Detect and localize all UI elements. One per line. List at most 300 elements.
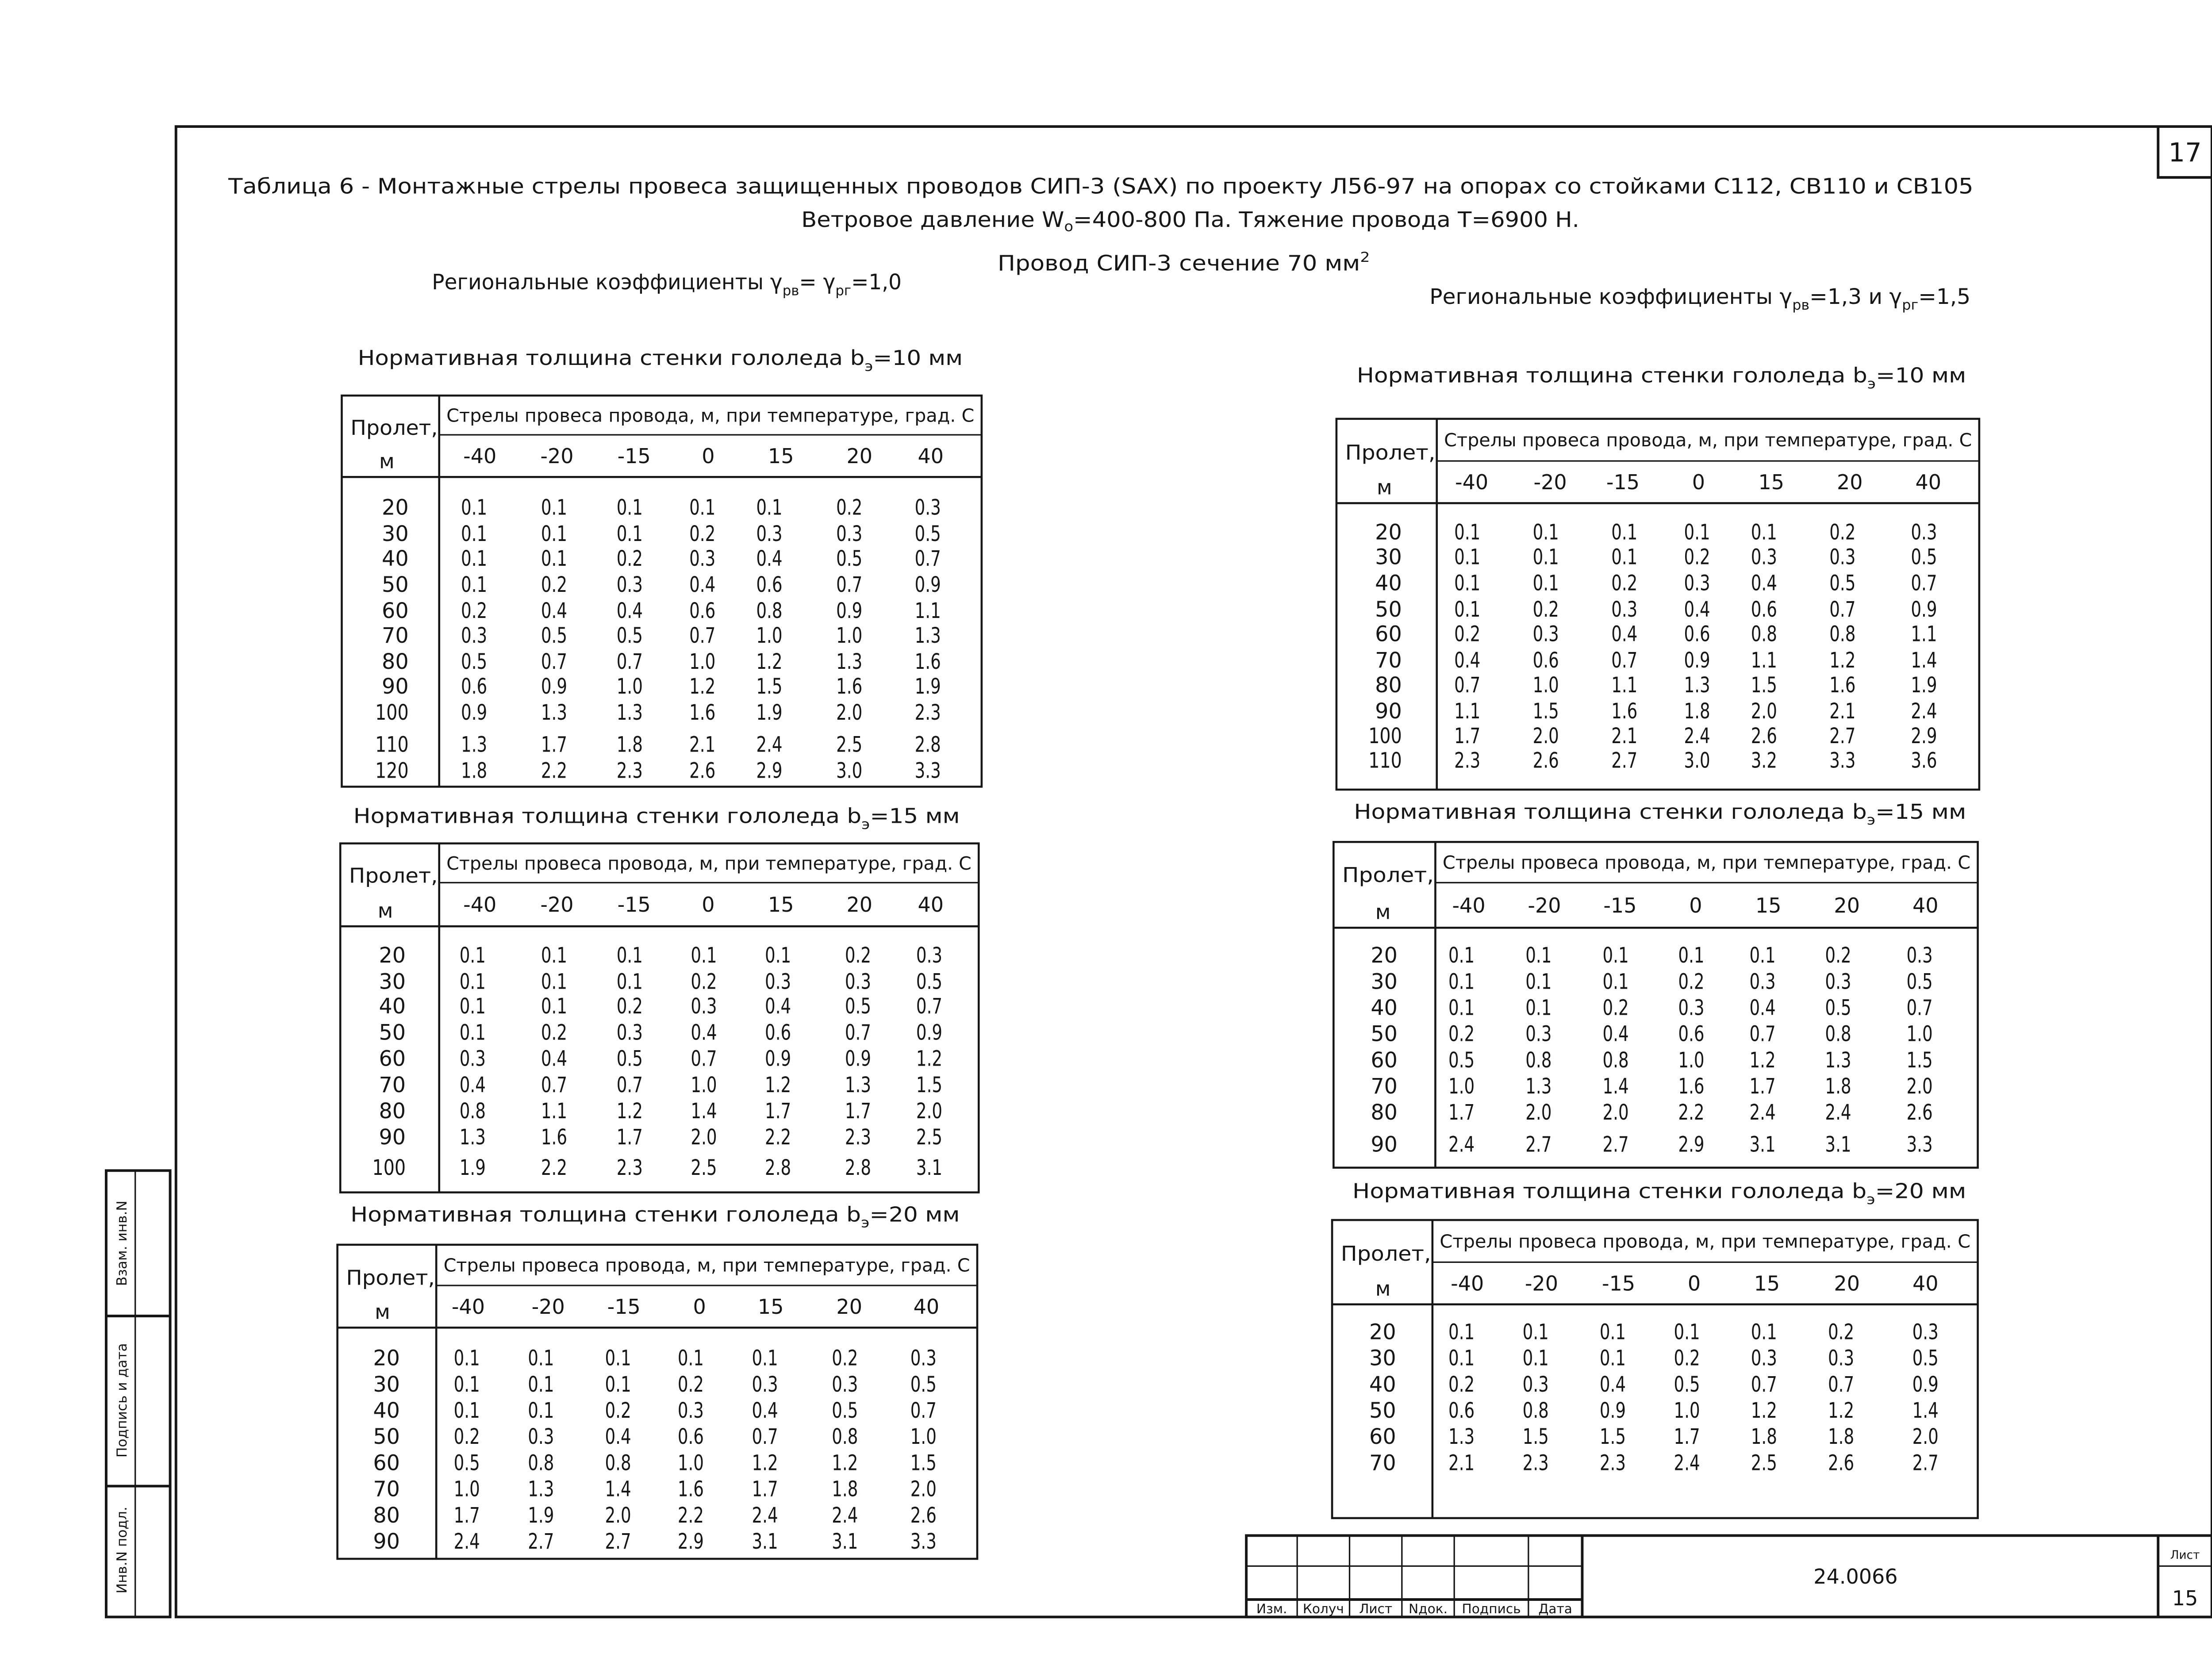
sag-value-cell: 1.2 [1829,648,1856,673]
sag-value-cell: 2.0 [691,1125,717,1150]
sag-value-cell: 2.2 [677,1503,704,1528]
span-length-cell: 20 [373,1346,400,1371]
sag-value-cell: 0.3 [1751,545,1777,570]
sag-value-cell: 0.7 [1828,1372,1855,1397]
sag-value-cell: 0.1 [1522,1320,1549,1345]
temperature-header: -40 [451,1295,485,1319]
sag-value-cell: 0.5 [453,1451,480,1476]
temperature-header: -40 [1455,470,1489,495]
sag-value-cell: 2.2 [541,759,568,783]
sag-value-cell: 0.6 [1532,648,1559,673]
sag-value-cell: 1.0 [836,624,863,648]
sag-value-cell: 1.3 [914,624,941,648]
sag-value-cell: 3.1 [916,1156,943,1181]
sag-value-cell: 0.2 [1674,1346,1700,1371]
sag-value-cell: 0.1 [461,522,488,546]
sag-value-cell: 0.5 [1829,571,1856,596]
sag-value-cell: 0.7 [616,650,643,675]
sag-value-cell: 0.3 [756,522,783,546]
sag-value-cell: 0.1 [453,1399,480,1423]
sag-value-cell: 0.2 [1454,622,1481,647]
sag-value-cell: 0.3 [1912,1320,1939,1345]
sag-value-cell: 0.9 [1684,648,1710,673]
sag-value-cell: 1.0 [677,1451,704,1476]
signature-column-label: Подпись [1462,1601,1521,1617]
left-regional-coefficients [432,270,902,299]
sag-value-cell: 0.1 [459,970,486,994]
span-length-cell: 80 [382,650,409,675]
sag-value-cell: 2.6 [1532,748,1559,773]
wire-section-superscript: 2 [1360,249,1369,265]
span-unit-label: м [375,1300,390,1324]
sag-value-cell: 0.4 [1684,597,1710,622]
span-length-cell: 30 [1375,545,1402,570]
sheet-number: 17 [2168,137,2202,168]
sag-value-cell: 0.4 [1602,1022,1629,1047]
sag-value-cell: 2.7 [1602,1132,1629,1157]
sag-value-cell: 0.3 [1751,1346,1777,1371]
sag-value-cell: 1.6 [914,650,941,675]
span-length-cell: 20 [379,944,406,968]
right-regional-coefficients [1429,285,1970,313]
caption-value: =15 мм [1875,799,1956,824]
sag-value-cell: 0.3 [1525,1022,1552,1047]
sag-value-cell: 0.7 [1906,996,1933,1020]
sag-value-cell: 1.0 [1906,1022,1933,1047]
temperature-header: 0 [1687,1271,1701,1296]
sag-value-cell: 2.1 [1448,1451,1475,1476]
title-block-sheet-number: 15 [2172,1586,2198,1611]
sag-value-cell: 1.6 [1829,673,1856,698]
span-unit-label: м [1375,900,1391,924]
sag-value-cell: 0.1 [453,1346,480,1371]
temperature-header: -15 [617,444,651,468]
sag-value-cell: 0.3 [1749,970,1776,994]
sag-header-label: Стрелы провеса провода, м, при температуре, град. С [1442,852,1971,874]
caption-subscript: э [861,816,869,832]
sag-value-cell: 1.5 [1751,673,1777,698]
sag-header-label: Стрелы провеса провода, м, при температуре, град. С [1444,430,1972,451]
sag-value-cell: 2.3 [845,1125,872,1150]
sag-value-cell: 2.1 [1611,724,1638,748]
caption-text: Нормативная толщина стенки гололеда b [1352,1179,1806,1203]
sag-value-cell: 0.2 [1448,1372,1475,1397]
sag-value-cell: 0.2 [1611,571,1638,596]
sag-value-cell: 1.3 [461,733,488,757]
sag-header-label: Стрелы провеса провода, м, при температуре, град. С [446,852,972,874]
sag-value-cell: 1.0 [689,650,716,675]
temperature-header: 15 [1758,470,1785,495]
temperature-header: 20 [846,444,873,468]
sag-value-cell: 1.6 [1611,699,1638,724]
span-length-cell: 40 [1369,1372,1396,1397]
caption-text: Нормативная толщина стенки гололеда b [353,804,806,828]
temperature-header: -15 [1603,893,1637,917]
stamp-original-inventory: Инв.N подл. [114,1507,130,1594]
temperature-header: -40 [463,893,497,917]
sag-value-cell: 2.9 [1911,724,1937,748]
sag-value-cell: 0.1 [1674,1320,1700,1345]
sag-value-cell: 1.5 [756,675,783,699]
span-length-cell: 90 [1371,1132,1398,1157]
sag-value-cell: 2.4 [1674,1451,1700,1476]
span-length-cell: 80 [373,1503,400,1528]
sag-value-cell: 0.7 [1611,648,1638,673]
sag-value-cell: 1.1 [541,1099,568,1124]
sag-value-cell: 0.1 [541,994,568,1019]
sag-value-cell: 0.7 [910,1399,937,1423]
sag-value-cell: 1.8 [1828,1425,1855,1450]
sag-value-cell: 0.8 [832,1425,858,1450]
wire-section-text: Провод СИП-3 сечение 70 мм [998,251,1323,276]
sag-value-cell: 0.1 [616,522,643,546]
coefficient-label: Региональные коэффициенты γ [432,270,788,295]
sag-value-cell: 0.8 [1751,622,1777,647]
sag-value-cell: 2.2 [1678,1101,1705,1125]
temperature-header: 20 [846,893,873,917]
sag-value-cell: 0.3 [616,1020,643,1045]
sag-value-cell: 2.9 [677,1529,704,1554]
sag-value-cell: 0.4 [1749,996,1776,1020]
sag-value-cell: 0.1 [1522,1346,1549,1371]
sag-value-cell: 0.2 [1532,597,1559,622]
sag-value-cell: 0.5 [1906,970,1933,994]
sag-value-cell: 0.1 [541,546,568,571]
sag-value-cell: 0.3 [528,1425,554,1450]
sag-value-cell: 0.3 [677,1399,704,1423]
span-length-cell: 30 [1371,970,1398,994]
sag-value-cell: 0.8 [605,1451,631,1476]
sag-value-cell: 0.1 [677,1346,704,1371]
sag-value-cell: 0.8 [1829,622,1856,647]
span-length-cell: 100 [375,701,409,725]
sag-value-cell: 0.2 [1448,1022,1475,1047]
sag-value-cell: 0.2 [1602,996,1629,1020]
sag-value-cell: 2.8 [845,1156,872,1181]
sag-value-cell: 0.5 [832,1399,858,1423]
span-header-label: Пролет, [1340,1242,1431,1266]
sag-value-cell: 1.2 [832,1451,858,1476]
coefficient-text: =1,3 и γ [1809,285,1901,310]
sag-value-cell: 0.3 [1611,597,1638,622]
span-length-cell: 50 [1375,597,1402,622]
sag-value-cell: 0.7 [541,1073,568,1097]
sag-value-cell: 0.1 [765,944,791,968]
temperature-header: 0 [702,444,715,468]
sag-value-cell: 1.6 [689,701,716,725]
span-header-label: Пролет, [1342,863,1434,887]
sag-value-cell: 2.8 [765,1156,791,1181]
table-title: Таблица 6 - Монтажные стрелы провеса защищенных проводов СИП-3 (SAX) по проекту Л56-97 на опорах со стойками С112, СВ110 и СВ105 [227,174,1974,199]
sag-value-cell: 1.5 [1599,1425,1626,1450]
sag-value-cell: 0.6 [689,599,716,624]
sag-value-cell: 0.1 [1525,970,1552,994]
sag-value-cell: 0.1 [1611,545,1638,570]
sag-value-cell: 0.3 [459,1047,486,1071]
sag-value-cell: 0.8 [528,1451,554,1476]
span-length-cell: 50 [373,1425,400,1450]
caption-value: =20 мм [869,1202,950,1227]
sag-value-cell: 0.5 [1674,1372,1700,1397]
sag-value-cell: 1.7 [1448,1101,1475,1125]
sag-value-cell: 0.7 [1911,571,1937,596]
sag-value-cell: 1.0 [1674,1399,1700,1423]
span-length-cell: 110 [375,733,409,757]
sag-value-cell: 0.1 [1684,520,1710,545]
span-length-cell: 40 [382,546,409,571]
sag-value-cell: 1.5 [1532,699,1559,724]
sag-value-cell: 0.7 [1454,673,1481,698]
sag-header-label: Стрелы провеса провода, м, при температуре, град. С [1440,1231,1971,1252]
span-length-cell: 40 [373,1399,400,1423]
coefficient-subscript: рг [835,283,852,299]
sag-value-cell: 3.2 [1751,748,1777,773]
sag-value-cell: 0.1 [541,495,568,520]
sag-value-cell: 0.1 [1602,944,1629,968]
sag-value-cell: 2.8 [914,733,941,757]
span-length-cell: 70 [1369,1451,1396,1476]
wind-pressure-subscript: o [1064,219,1073,235]
sag-value-cell: 0.9 [916,1020,943,1045]
sag-value-cell: 2.6 [1828,1451,1855,1476]
sag-value-cell: 1.1 [1611,673,1638,698]
span-length-cell: 80 [1371,1101,1398,1125]
load-conditions-values: =400-800 Па. Тяжение провода Т=6900 Н. [1073,207,1546,232]
sag-value-cell: 0.7 [845,1020,872,1045]
sag-value-cell: 0.3 [1911,520,1937,545]
sag-value-cell: 0.7 [691,1047,717,1071]
sag-value-cell: 0.1 [1525,944,1552,968]
sag-value-cell: 0.8 [1522,1399,1549,1423]
span-header-label: Пролет, [1345,440,1436,464]
sag-value-cell: 0.4 [689,572,716,597]
coefficient-value: =1,0 [851,270,902,295]
sag-value-cell: 3.3 [1829,748,1856,773]
sag-value-cell: 0.1 [1454,571,1481,596]
sag-value-cell: 2.3 [914,701,941,725]
span-length-cell: 20 [1375,520,1402,545]
sag-value-cell: 1.7 [616,1125,643,1150]
span-length-cell: 40 [1375,571,1402,596]
sag-value-cell: 1.7 [845,1099,872,1124]
sag-value-cell: 1.7 [541,733,568,757]
sag-value-cell: 0.1 [528,1399,554,1423]
temperature-header: 20 [1834,893,1860,917]
sag-value-cell: 0.9 [541,675,568,699]
temperature-header: -40 [463,444,497,468]
sag-value-cell: 1.6 [677,1477,704,1502]
sag-value-cell: 0.1 [528,1346,554,1371]
span-unit-label: м [377,898,393,923]
sag-value-cell: 0.1 [1749,944,1776,968]
sag-value-cell: 2.4 [1749,1101,1776,1125]
sag-value-cell: 0.1 [1602,970,1629,994]
sag-value-cell: 0.7 [1829,597,1856,622]
span-length-cell: 50 [382,572,409,597]
sag-value-cell: 0.1 [605,1372,631,1397]
sag-value-cell: 1.4 [605,1477,631,1502]
sag-value-cell: 0.2 [677,1372,704,1397]
sag-value-cell: 0.3 [1825,970,1851,994]
temperature-header: -40 [1451,1271,1484,1296]
sag-value-cell: 0.1 [1599,1346,1626,1371]
sag-value-cell: 0.3 [836,522,863,546]
sag-value-cell: 1.2 [916,1047,943,1071]
sag-value-cell: 2.7 [605,1529,631,1554]
stamp-replacement-inventory: Взам. инв.N [114,1201,130,1286]
sag-value-cell: 2.6 [689,759,716,783]
sag-value-cell: 2.4 [1825,1101,1851,1125]
sag-value-cell: 0.1 [1454,520,1481,545]
sag-value-cell: 0.9 [836,599,863,624]
sag-value-cell: 2.7 [1829,724,1856,748]
temperature-header: 15 [1755,893,1782,917]
sag-value-cell: 0.1 [453,1372,480,1397]
sag-value-cell: 2.3 [1522,1451,1549,1476]
sag-value-cell: 0.1 [1448,1320,1475,1345]
sag-value-cell: 0.1 [528,1372,554,1397]
sag-value-cell: 3.3 [910,1529,937,1554]
sag-value-cell: 0.1 [1532,571,1559,596]
sag-value-cell: 2.0 [1912,1425,1939,1450]
sag-value-cell: 0.2 [689,522,716,546]
sag-value-cell: 2.9 [1678,1132,1705,1157]
sag-value-cell: 1.9 [1911,673,1937,698]
sag-value-cell: 0.3 [916,944,943,968]
sag-value-cell: 1.8 [1684,699,1710,724]
sag-value-cell: 0.1 [1532,520,1559,545]
caption-value: =10 мм [1876,363,1956,387]
sag-value-cell: 1.3 [845,1073,872,1097]
span-length-cell: 50 [1369,1399,1396,1423]
sag-value-cell: 0.8 [1825,1022,1851,1047]
sag-value-cell: 1.0 [1532,673,1559,698]
sag-value-cell: 2.0 [1532,724,1559,748]
span-length-cell: 30 [1369,1346,1396,1371]
temperature-header: 40 [1915,470,1942,495]
sag-value-cell: 2.3 [616,759,643,783]
sag-value-cell: 2.4 [1448,1132,1475,1157]
sag-value-cell: 2.0 [1525,1101,1552,1125]
sag-value-cell: 0.4 [1611,622,1638,647]
sag-value-cell: 1.1 [1911,622,1937,647]
sag-value-cell: 0.9 [1912,1372,1939,1397]
sag-value-cell: 0.4 [1751,571,1777,596]
sag-value-cell: 0.1 [1454,545,1481,570]
sag-value-cell: 0.7 [689,624,716,648]
sag-value-cell: 0.2 [836,495,863,520]
caption-text: Нормативная толщина стенки гололеда b [350,1202,804,1227]
sag-value-cell: 1.2 [752,1451,778,1476]
sag-value-cell: 2.0 [1751,699,1777,724]
temperature-header: 0 [693,1295,706,1319]
sag-value-cell: 0.1 [541,970,568,994]
sag-value-cell: 3.1 [832,1529,858,1554]
sag-value-cell: 0.2 [541,572,568,597]
span-length-cell: 20 [1371,944,1398,968]
sag-value-cell: 3.3 [914,759,941,783]
coefficient-label: Региональные коэффициенты γ [1429,285,1786,310]
caption-subscript: э [861,1215,869,1231]
sag-value-cell: 2.9 [756,759,783,783]
sag-value-cell: 1.0 [1448,1074,1475,1099]
temperature-header: -20 [531,1295,565,1319]
sag-value-cell: 0.7 [752,1425,778,1450]
span-length-cell: 70 [1371,1074,1398,1099]
span-unit-label: м [1375,1276,1391,1301]
sag-value-cell: 2.2 [765,1125,791,1150]
document-code: 24.0066 [1813,1564,1898,1588]
span-length-cell: 90 [1375,699,1402,724]
sag-value-cell: 1.7 [1454,724,1481,748]
sag-value-cell: 0.5 [1912,1346,1939,1371]
sag-value-cell: 0.9 [845,1047,872,1071]
sag-value-cell: 2.0 [1602,1101,1629,1125]
sag-value-cell: 0.3 [914,495,941,520]
span-header-label: Пролет, [350,415,438,440]
sag-value-cell: 1.3 [1684,673,1710,698]
span-header-label: Пролет, [346,1266,435,1290]
sag-value-cell: 2.5 [836,733,863,757]
sag-value-cell: 1.5 [910,1451,937,1476]
span-length-cell: 50 [379,1020,406,1045]
sag-value-cell: 1.2 [765,1073,791,1097]
sag-value-cell: 0.1 [756,495,783,520]
sag-value-cell: 0.6 [461,675,488,699]
sag-value-cell: 1.4 [1912,1399,1939,1423]
sag-value-cell: 0.4 [459,1073,486,1097]
sag-value-cell: 1.8 [1825,1074,1851,1099]
sag-value-cell: 0.6 [677,1425,704,1450]
sag-value-cell: 0.5 [541,624,568,648]
temperature-header: -20 [1528,893,1561,917]
span-unit-label: м [1377,475,1392,499]
sag-value-cell: 1.4 [691,1099,717,1124]
sag-value-cell: 1.7 [765,1099,791,1124]
sag-value-cell: 0.5 [836,546,863,571]
sag-value-cell: 1.2 [616,1099,643,1124]
sag-value-cell: 0.3 [832,1372,858,1397]
sheet-label: Лист [2170,1548,2200,1562]
sag-value-cell: 0.1 [1611,520,1638,545]
sag-value-cell: 0.8 [459,1099,486,1124]
sag-value-cell: 0.1 [1678,944,1705,968]
temperature-header: -20 [1525,1271,1558,1296]
sag-value-cell: 0.7 [1749,1022,1776,1047]
sag-value-cell: 0.9 [461,701,488,725]
load-conditions [801,208,1579,235]
sag-value-cell: 1.2 [1828,1399,1855,1423]
sag-value-cell: 1.1 [1454,699,1481,724]
sag-value-cell: 0.1 [752,1346,778,1371]
sag-value-cell: 0.6 [1448,1399,1475,1423]
sag-value-cell: 1.7 [752,1477,778,1502]
revision-column-label: Изм. [1256,1601,1287,1617]
document-column-label: Nдок. [1409,1601,1448,1617]
sag-value-cell: 0.1 [1751,1320,1777,1345]
sag-value-cell: 1.0 [691,1073,717,1097]
stamp-signature-date: Подпись и дата [114,1343,130,1458]
span-length-cell: 90 [379,1125,406,1150]
sag-value-cell: 1.2 [1751,1399,1777,1423]
sag-value-cell: 3.3 [1906,1132,1933,1157]
span-length-cell: 60 [373,1451,400,1476]
span-length-cell: 90 [373,1529,400,1554]
sag-value-cell: 0.1 [1448,1346,1475,1371]
caption-subscript: э [864,358,872,375]
sag-value-cell: 0.4 [616,599,643,624]
sag-header-label: Стрелы провеса провода, м, при температуре, град. С [443,1255,970,1276]
